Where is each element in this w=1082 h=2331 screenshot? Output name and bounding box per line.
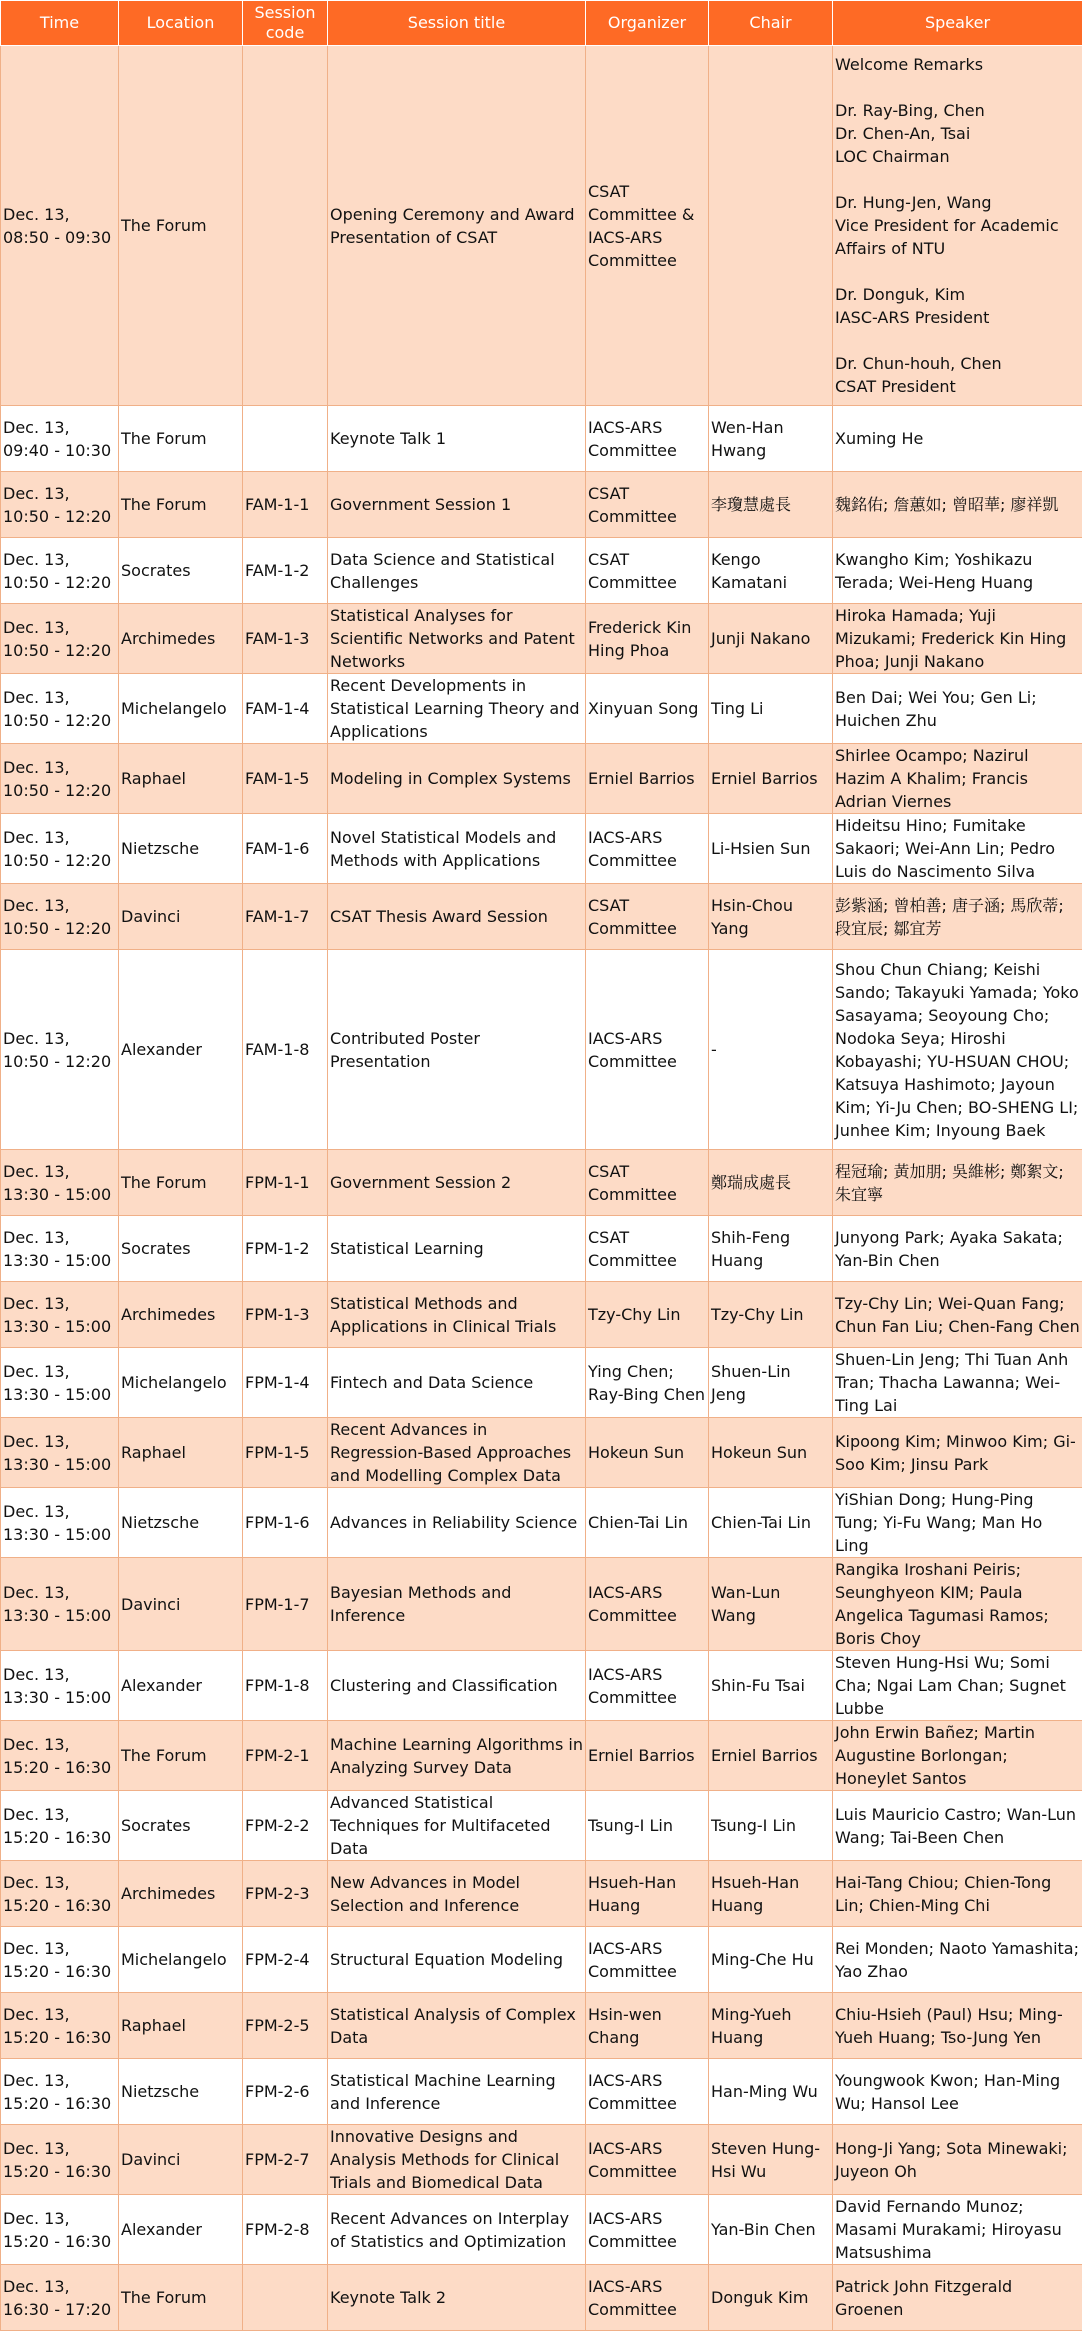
row-time: Dec. 13, 10:50 - 12:20 [1, 814, 119, 884]
row-time: Dec. 13, 13:30 - 15:00 [1, 1150, 119, 1216]
row-chair: Li-Hsien Sun [709, 814, 833, 884]
row-speaker: Hiroka Hamada; Yuji Mizukami; Frederick Kin Hing Phoa; Junji Nakano [833, 604, 1082, 674]
row-time: Dec. 13, 13:30 - 15:00 [1, 1558, 119, 1651]
row-organizer: IACS-ARS Committee [586, 814, 709, 884]
row-session-title: Bayesian Methods and Inference [328, 1558, 586, 1651]
row-organizer: Erniel Barrios [586, 744, 709, 814]
row-chair: Shih-Feng Huang [709, 1216, 833, 1282]
row-speaker: Hai-Tang Chiou; Chien-Tong Lin; Chien-Ming Chi [833, 1861, 1082, 1927]
row-organizer: Frederick Kin Hing Phoa [586, 604, 709, 674]
row-session-code: FAM-1-2 [243, 538, 328, 604]
row-chair [709, 46, 833, 406]
row-speaker: Luis Mauricio Castro; Wan-Lun Wang; Tai-Been Chen [833, 1791, 1082, 1861]
row-chair: Junji Nakano [709, 604, 833, 674]
row-session-title: Clustering and Classification [328, 1651, 586, 1721]
row-time: Dec. 13, 10:50 - 12:20 [1, 884, 119, 950]
row-speaker: Shirlee Ocampo; Nazirul Hazim A Khalim; Francis Adrian Viernes [833, 744, 1082, 814]
row-location: Raphael [119, 1993, 243, 2059]
row-organizer: IACS-ARS Committee [586, 2059, 709, 2125]
row-organizer: CSAT Committee [586, 1150, 709, 1216]
row-session-title: Statistical Learning [328, 1216, 586, 1282]
row-chair: Ming-Yueh Huang [709, 1993, 833, 2059]
row-organizer: Ying Chen; Ray-Bing Chen [586, 1348, 709, 1418]
row-speaker: Xuming He [833, 406, 1082, 472]
table-row [1, 814, 1082, 884]
row-organizer: IACS-ARS Committee [586, 950, 709, 1150]
row-session-title: Recent Advances in Regression-Based Approaches and Modelling Complex Data [328, 1418, 586, 1488]
table-row [1, 1861, 1082, 1927]
row-time: Dec. 13, 13:30 - 15:00 [1, 1418, 119, 1488]
row-time: Dec. 13, 15:20 - 16:30 [1, 2195, 119, 2265]
row-session-title: Opening Ceremony and Award Presentation of CSAT [328, 46, 586, 406]
table-row [1, 2125, 1082, 2195]
row-organizer: Hsueh-Han Huang [586, 1861, 709, 1927]
table-row [1, 604, 1082, 674]
row-session-code: FPM-2-4 [243, 1927, 328, 1993]
row-location: Davinci [119, 2125, 243, 2195]
row-chair: Hsin-Chou Yang [709, 884, 833, 950]
row-chair: Tzy-Chy Lin [709, 1282, 833, 1348]
table-row [1, 1282, 1082, 1348]
row-session-code: FAM-1-3 [243, 604, 328, 674]
row-session-title: Fintech and Data Science [328, 1348, 586, 1418]
row-location: The Forum [119, 2265, 243, 2331]
table-row [1, 2265, 1082, 2331]
row-time: Dec. 13, 16:30 - 17:20 [1, 2265, 119, 2331]
row-location: The Forum [119, 46, 243, 406]
row-chair: 鄭瑞成處長 [709, 1150, 833, 1216]
row-chair: Ting Li [709, 674, 833, 744]
row-location: Archimedes [119, 1282, 243, 1348]
row-session-code: FPM-2-3 [243, 1861, 328, 1927]
row-session-code: FPM-1-6 [243, 1488, 328, 1558]
row-chair: Kengo Kamatani [709, 538, 833, 604]
row-chair: Donguk Kim [709, 2265, 833, 2331]
row-time: Dec. 13, 15:20 - 16:30 [1, 2059, 119, 2125]
row-speaker: Ben Dai; Wei You; Gen Li; Huichen Zhu [833, 674, 1082, 744]
row-location: Nietzsche [119, 1488, 243, 1558]
row-session-title: Statistical Machine Learning and Inference [328, 2059, 586, 2125]
row-chair: Hsueh-Han Huang [709, 1861, 833, 1927]
schedule-body [1, 46, 1082, 2331]
row-speaker: Patrick John Fitzgerald Groenen [833, 2265, 1082, 2331]
row-chair: Tsung-I Lin [709, 1791, 833, 1861]
row-session-code: FPM-1-3 [243, 1282, 328, 1348]
header-organizer: Organizer [586, 1, 709, 46]
row-session-title: Keynote Talk 2 [328, 2265, 586, 2331]
table-row [1, 884, 1082, 950]
table-row [1, 538, 1082, 604]
row-location: Raphael [119, 1418, 243, 1488]
row-organizer: Erniel Barrios [586, 1721, 709, 1791]
row-location: Socrates [119, 1216, 243, 1282]
row-speaker: Rangika Iroshani Peiris; Seunghyeon KIM; Paula Angelica Tagumasi Ramos; Boris Choy [833, 1558, 1082, 1651]
row-session-code: FAM-1-8 [243, 950, 328, 1150]
row-speaker: Rei Monden; Naoto Yamashita; Yao Zhao [833, 1927, 1082, 1993]
row-session-code: FPM-1-7 [243, 1558, 328, 1651]
table-row [1, 1993, 1082, 2059]
row-organizer: Tsung-I Lin [586, 1791, 709, 1861]
table-row [1, 1488, 1082, 1558]
header-row [1, 1, 1082, 46]
row-speaker: Hideitsu Hino; Fumitake Sakaori; Wei-Ann Lin; Pedro Luis do Nascimento Silva [833, 814, 1082, 884]
row-session-title: Contributed Poster Presentation [328, 950, 586, 1150]
row-time: Dec. 13, 10:50 - 12:20 [1, 674, 119, 744]
table-row [1, 1150, 1082, 1216]
row-organizer: CSAT Committee [586, 472, 709, 538]
row-speaker: Youngwook Kwon; Han-Ming Wu; Hansol Lee [833, 2059, 1082, 2125]
row-chair: Ming-Che Hu [709, 1927, 833, 1993]
row-session-code: FPM-2-2 [243, 1791, 328, 1861]
row-location: Raphael [119, 744, 243, 814]
row-speaker: David Fernando Munoz; Masami Murakami; Hiroyasu Matsushima [833, 2195, 1082, 2265]
row-session-title: Recent Advances on Interplay of Statistics and Optimization [328, 2195, 586, 2265]
row-organizer: Chien-Tai Lin [586, 1488, 709, 1558]
row-session-code: FAM-1-1 [243, 472, 328, 538]
row-session-code: FAM-1-5 [243, 744, 328, 814]
row-speaker: YiShian Dong; Hung-Ping Tung; Yi-Fu Wang; Man Ho Ling [833, 1488, 1082, 1558]
row-organizer: IACS-ARS Committee [586, 2125, 709, 2195]
row-organizer: Xinyuan Song [586, 674, 709, 744]
table-row [1, 1216, 1082, 1282]
row-session-code [243, 406, 328, 472]
header-session-code: Session code [243, 1, 328, 46]
row-organizer: IACS-ARS Committee [586, 2265, 709, 2331]
row-location: The Forum [119, 472, 243, 538]
row-time: Dec. 13, 13:30 - 15:00 [1, 1348, 119, 1418]
row-location: Michelangelo [119, 674, 243, 744]
row-time: Dec. 13, 08:50 - 09:30 [1, 46, 119, 406]
table-row [1, 46, 1082, 406]
row-time: Dec. 13, 15:20 - 16:30 [1, 1861, 119, 1927]
row-location: Alexander [119, 1651, 243, 1721]
row-time: Dec. 13, 15:20 - 16:30 [1, 2125, 119, 2195]
table-row [1, 1558, 1082, 1651]
table-row [1, 950, 1082, 1150]
row-location: Archimedes [119, 1861, 243, 1927]
row-session-code: FPM-1-2 [243, 1216, 328, 1282]
row-session-code: FPM-2-7 [243, 2125, 328, 2195]
header-chair: Chair [709, 1, 833, 46]
table-row [1, 1418, 1082, 1488]
row-speaker: 程冠瑜; 黃加朋; 吳維彬; 鄭絮文; 朱宜寧 [833, 1150, 1082, 1216]
row-speaker: 魏銘佑; 詹蕙如; 曾昭華; 廖祥凱 [833, 472, 1082, 538]
row-location: Michelangelo [119, 1348, 243, 1418]
row-chair: Shuen-Lin Jeng [709, 1348, 833, 1418]
row-location: Nietzsche [119, 814, 243, 884]
header-session-title: Session title [328, 1, 586, 46]
row-session-title: Statistical Methods and Applications in Clinical Trials [328, 1282, 586, 1348]
row-session-title: Modeling in Complex Systems [328, 744, 586, 814]
table-row [1, 406, 1082, 472]
row-session-code: FPM-2-5 [243, 1993, 328, 2059]
row-location: Michelangelo [119, 1927, 243, 1993]
row-organizer: CSAT Committee [586, 538, 709, 604]
row-organizer: IACS-ARS Committee [586, 1927, 709, 1993]
row-session-title: Innovative Designs and Analysis Methods for Clinical Trials and Biomedical Data [328, 2125, 586, 2195]
row-time: Dec. 13, 10:50 - 12:20 [1, 604, 119, 674]
row-speaker: 彭紫涵; 曾柏善; 唐子涵; 馬欣蒂; 段宜辰; 鄒宜芳 [833, 884, 1082, 950]
row-session-code: FAM-1-7 [243, 884, 328, 950]
row-organizer: Tzy-Chy Lin [586, 1282, 709, 1348]
row-speaker: John Erwin Bañez; Martin Augustine Borlongan; Honeylet Santos [833, 1721, 1082, 1791]
row-chair: Shin-Fu Tsai [709, 1651, 833, 1721]
row-session-code: FAM-1-4 [243, 674, 328, 744]
row-location: Socrates [119, 538, 243, 604]
row-session-code: FPM-1-8 [243, 1651, 328, 1721]
row-speaker: Tzy-Chy Lin; Wei-Quan Fang; Chun Fan Liu; Chen-Fang Chen [833, 1282, 1082, 1348]
row-session-title: Government Session 1 [328, 472, 586, 538]
row-session-code: FAM-1-6 [243, 814, 328, 884]
row-location: Alexander [119, 950, 243, 1150]
row-time: Dec. 13, 13:30 - 15:00 [1, 1651, 119, 1721]
row-speaker: Steven Hung-Hsi Wu; Somi Cha; Ngai Lam Chan; Sugnet Lubbe [833, 1651, 1082, 1721]
row-location: Archimedes [119, 604, 243, 674]
row-speaker: Kwangho Kim; Yoshikazu Terada; Wei-Heng Huang [833, 538, 1082, 604]
table-row [1, 1791, 1082, 1861]
row-organizer: IACS-ARS Committee [586, 1651, 709, 1721]
header-location: Location [119, 1, 243, 46]
row-chair: Chien-Tai Lin [709, 1488, 833, 1558]
row-location: Davinci [119, 884, 243, 950]
header-time: Time [1, 1, 119, 46]
row-speaker: Shuen-Lin Jeng; Thi Tuan Anh Tran; Thacha Lawanna; Wei-Ting Lai [833, 1348, 1082, 1418]
row-chair: Erniel Barrios [709, 744, 833, 814]
row-chair: Yan-Bin Chen [709, 2195, 833, 2265]
row-time: Dec. 13, 13:30 - 15:00 [1, 1216, 119, 1282]
row-organizer: Hokeun Sun [586, 1418, 709, 1488]
row-chair: Han-Ming Wu [709, 2059, 833, 2125]
row-session-title: Statistical Analyses for Scientific Networks and Patent Networks [328, 604, 586, 674]
row-chair: Erniel Barrios [709, 1721, 833, 1791]
row-speaker: Junyong Park; Ayaka Sakata; Yan-Bin Chen [833, 1216, 1082, 1282]
row-session-title: Advanced Statistical Techniques for Multifaceted Data [328, 1791, 586, 1861]
row-time: Dec. 13, 15:20 - 16:30 [1, 1791, 119, 1861]
row-organizer: Hsin-wen Chang [586, 1993, 709, 2059]
row-session-title: Statistical Analysis of Complex Data [328, 1993, 586, 2059]
table-row [1, 744, 1082, 814]
row-organizer: CSAT Committee [586, 884, 709, 950]
row-session-title: Data Science and Statistical Challenges [328, 538, 586, 604]
row-session-code: FPM-2-8 [243, 2195, 328, 2265]
row-chair: Wen-Han Hwang [709, 406, 833, 472]
row-location: The Forum [119, 406, 243, 472]
table-row [1, 1348, 1082, 1418]
row-speaker: Shou Chun Chiang; Keishi Sando; Takayuki Yamada; Yoko Sasayama; Seoyoung Cho; Nodoka Seya; Hiroshi Kobayashi; YU-HSUAN CHOU; Katsuya Hashimoto; Jayoun Kim; Yi-Ju Chen; BO-SHENG LI; Junhee Kim; Inyoung Baek [833, 950, 1082, 1150]
row-chair: 李瓊慧處長 [709, 472, 833, 538]
row-session-title: Keynote Talk 1 [328, 406, 586, 472]
row-organizer: CSAT Committee & IACS-ARS Committee [586, 46, 709, 406]
row-session-code: FPM-2-1 [243, 1721, 328, 1791]
row-session-title: Government Session 2 [328, 1150, 586, 1216]
row-time: Dec. 13, 10:50 - 12:20 [1, 538, 119, 604]
row-session-title: New Advances in Model Selection and Inference [328, 1861, 586, 1927]
row-time: Dec. 13, 15:20 - 16:30 [1, 1993, 119, 2059]
row-session-code: FPM-1-1 [243, 1150, 328, 1216]
table-row [1, 472, 1082, 538]
row-chair: - [709, 950, 833, 1150]
row-location: Nietzsche [119, 2059, 243, 2125]
row-session-title: Novel Statistical Models and Methods with Applications [328, 814, 586, 884]
row-time: Dec. 13, 10:50 - 12:20 [1, 744, 119, 814]
table-row [1, 1651, 1082, 1721]
row-session-title: Advances in Reliability Science [328, 1488, 586, 1558]
row-session-code [243, 2265, 328, 2331]
row-organizer: CSAT Committee [586, 1216, 709, 1282]
table-row [1, 1927, 1082, 1993]
table-row [1, 674, 1082, 744]
row-location: Alexander [119, 2195, 243, 2265]
row-speaker: Kipoong Kim; Minwoo Kim; Gi-Soo Kim; Jinsu Park [833, 1418, 1082, 1488]
row-time: Dec. 13, 13:30 - 15:00 [1, 1488, 119, 1558]
row-chair: Steven Hung-Hsi Wu [709, 2125, 833, 2195]
row-organizer: IACS-ARS Committee [586, 406, 709, 472]
row-speaker: Welcome Remarks Dr. Ray-Bing, Chen Dr. Chen-An, Tsai LOC Chairman Dr. Hung-Jen, Wang Vice President for Academic Affairs of NTU Dr. Donguk, Kim IASC-ARS President Dr. Chun-houh, Chen CSAT President [833, 46, 1082, 406]
row-chair: Hokeun Sun [709, 1418, 833, 1488]
row-location: Socrates [119, 1791, 243, 1861]
row-session-title: Recent Developments in Statistical Learning Theory and Applications [328, 674, 586, 744]
table-row [1, 2059, 1082, 2125]
row-time: Dec. 13, 13:30 - 15:00 [1, 1282, 119, 1348]
row-speaker: Hong-Ji Yang; Sota Minewaki; Juyeon Oh [833, 2125, 1082, 2195]
row-time: Dec. 13, 10:50 - 12:20 [1, 472, 119, 538]
row-organizer: IACS-ARS Committee [586, 2195, 709, 2265]
row-time: Dec. 13, 15:20 - 16:30 [1, 1927, 119, 1993]
row-session-title: Structural Equation Modeling [328, 1927, 586, 1993]
row-location: The Forum [119, 1150, 243, 1216]
table-row [1, 2195, 1082, 2265]
row-location: Davinci [119, 1558, 243, 1651]
row-organizer: IACS-ARS Committee [586, 1558, 709, 1651]
row-location: The Forum [119, 1721, 243, 1791]
row-time: Dec. 13, 09:40 - 10:30 [1, 406, 119, 472]
row-session-code: FPM-1-4 [243, 1348, 328, 1418]
row-session-code: FPM-2-6 [243, 2059, 328, 2125]
row-chair: Wan-Lun Wang [709, 1558, 833, 1651]
table-row [1, 1721, 1082, 1791]
row-session-code: FPM-1-5 [243, 1418, 328, 1488]
row-time: Dec. 13, 15:20 - 16:30 [1, 1721, 119, 1791]
header-speaker: Speaker [833, 1, 1082, 46]
row-session-code [243, 46, 328, 406]
row-speaker: Chiu-Hsieh (Paul) Hsu; Ming-Yueh Huang; Tso-Jung Yen [833, 1993, 1082, 2059]
row-session-title: CSAT Thesis Award Session [328, 884, 586, 950]
row-time: Dec. 13, 10:50 - 12:20 [1, 950, 119, 1150]
row-session-title: Machine Learning Algorithms in Analyzing Survey Data [328, 1721, 586, 1791]
